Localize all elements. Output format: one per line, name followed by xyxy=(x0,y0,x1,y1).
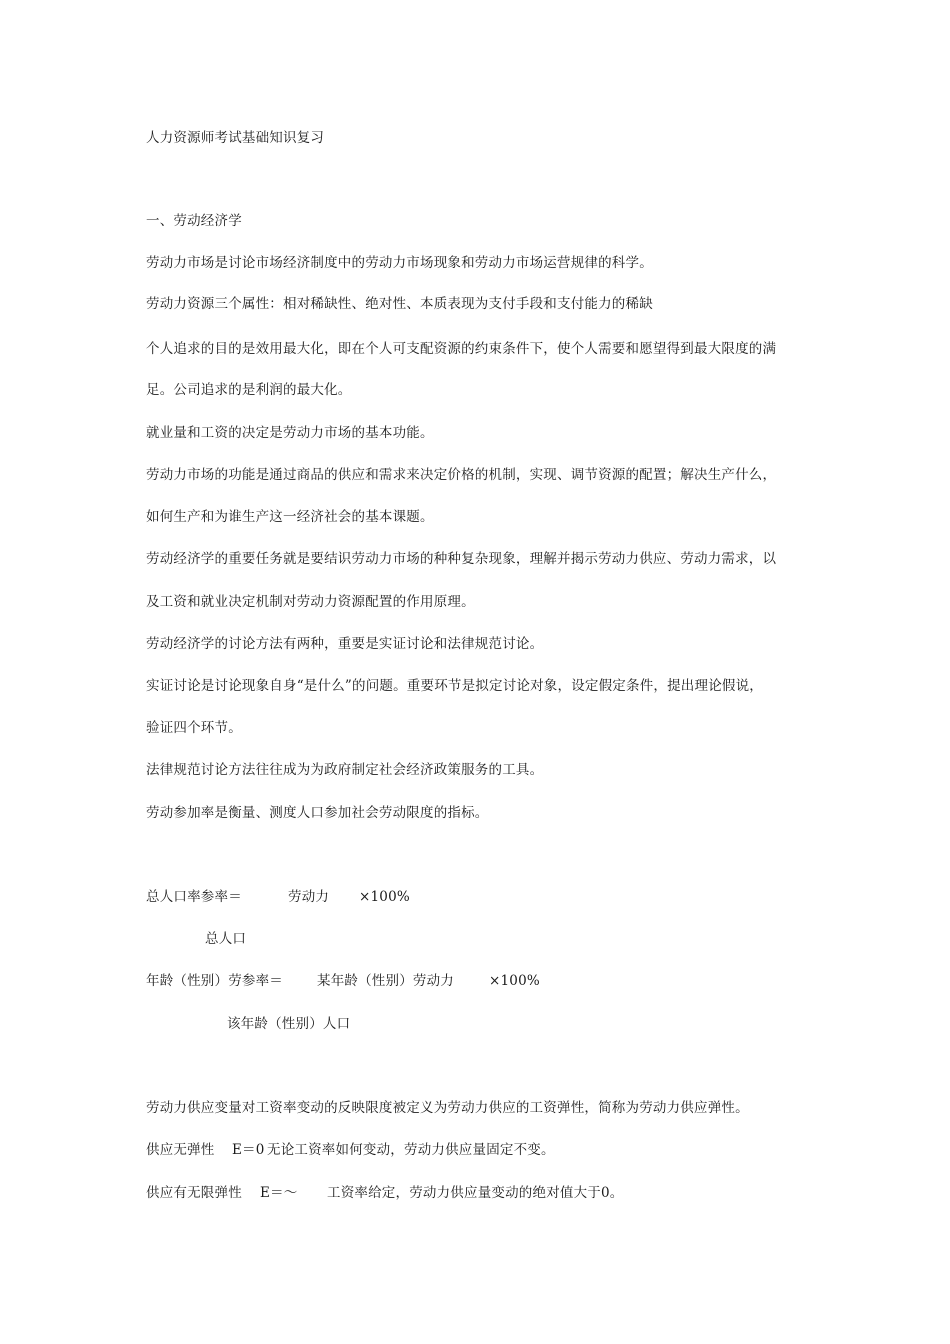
paragraph-line: 劳动力市场是讨论市场经济制度中的劳动力市场现象和劳动力市场运营规律的科学。 xyxy=(146,255,653,271)
paragraph-line: 劳动力资源三个属性：相对稀缺性、绝对性、本质表现为支付手段和支付能力的稀缺 xyxy=(146,296,653,312)
paragraph-line: 个人追求的目的是效用最大化，即在个人可支配资源的约束条件下，使个人需要和愿望得到最大限度的满 xyxy=(146,341,777,357)
paragraph-line: 劳动参加率是衡量、测度人口参加社会劳动限度的指标。 xyxy=(146,805,489,821)
formula-numerator: 劳动力 xyxy=(288,889,330,905)
formula-numerator: 某年龄（性别）劳动力 xyxy=(317,973,454,989)
paragraph-line: 劳动经济学的重要任务就是要结识劳动力市场的种种复杂现象，理解并揭示劳动力供应、劳动力需求，以 xyxy=(146,551,777,567)
document-title: 人力资源师考试基础知识复习 xyxy=(146,130,325,146)
elasticity-text: 无论工资率如何变动，劳动力供应量固定不变。 xyxy=(267,1142,555,1158)
elasticity-value: E＝～ xyxy=(260,1185,298,1201)
elasticity-label: 供应有无限弹性 xyxy=(146,1185,242,1201)
paragraph-line: 如何生产和为谁生产这一经济社会的基本课题。 xyxy=(146,509,434,525)
elasticity-label: 供应无弹性 xyxy=(146,1142,215,1158)
paragraph-line: 及工资和就业决定机制对劳动力资源配置的作用原理。 xyxy=(146,594,475,610)
formula-multiplier: ×100% xyxy=(359,889,410,905)
formula-denominator: 总人口 xyxy=(205,931,247,947)
paragraph-line: 验证四个环节。 xyxy=(146,720,242,736)
paragraph-line: 就业量和工资的决定是劳动力市场的基本功能。 xyxy=(146,425,434,441)
elasticity-value: E＝0 xyxy=(232,1142,265,1158)
formula-label: 总人口率参率＝ xyxy=(146,889,242,905)
formula-denominator: 该年龄（性别）人口 xyxy=(227,1016,351,1032)
paragraph-line: 劳动经济学的讨论方法有两种，重要是实证讨论和法律规范讨论。 xyxy=(146,636,544,652)
paragraph-line: 足。公司追求的是利润的最大化。 xyxy=(146,382,352,398)
formula-multiplier: ×100% xyxy=(489,973,540,989)
section-heading: 一、劳动经济学 xyxy=(146,213,242,229)
paragraph-line: 实证讨论是讨论现象自身“是什么”的问题。重要环节是拟定讨论对象，设定假定条件，提出理论假说， xyxy=(146,678,764,694)
formula-label: 年龄（性别）劳参率＝ xyxy=(146,973,283,989)
paragraph-line: 法律规范讨论方法往往成为为政府制定社会经济政策服务的工具。 xyxy=(146,762,544,778)
paragraph-line: 劳动力市场的功能是通过商品的供应和需求来决定价格的机制，实现、调节资源的配置；解决生产什么， xyxy=(146,467,777,483)
elasticity-text: 工资率给定，劳动力供应量变动的绝对值大于0。 xyxy=(327,1185,624,1201)
paragraph-line: 劳动力供应变量对工资率变动的反映限度被定义为劳动力供应的工资弹性，简称为劳动力供应弹性。 xyxy=(146,1100,749,1116)
